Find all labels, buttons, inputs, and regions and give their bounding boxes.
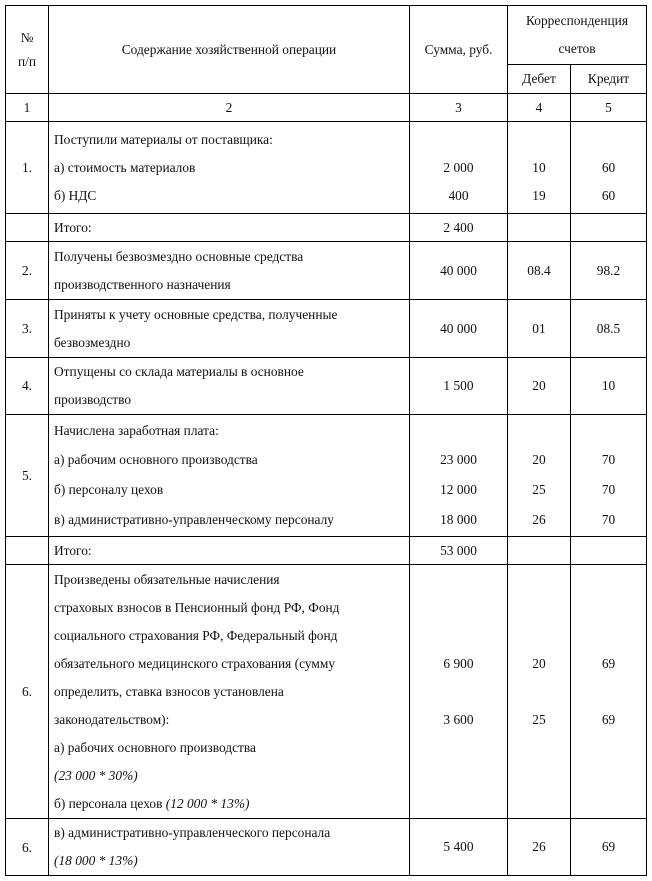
header-content: Содержание хозяйственной операции xyxy=(49,6,410,94)
operation-description xyxy=(49,565,410,819)
operation-subitem: а) рабочим основного производства xyxy=(54,451,258,467)
debit-value: 19 xyxy=(532,187,546,203)
empty-cell xyxy=(508,537,571,565)
total-amount: 53 000 xyxy=(410,537,508,565)
table-row xyxy=(6,415,647,537)
debit-cell: 20 xyxy=(508,358,571,415)
debit-cell: 26 xyxy=(508,819,571,876)
operation-subitem: в) административно-управленческого персонала xyxy=(54,825,331,840)
debit-value: 25 xyxy=(532,711,546,727)
credit-value: 70 xyxy=(601,511,616,527)
operation-description xyxy=(49,122,410,214)
header-number-line1: № xyxy=(20,29,34,45)
empty-cell xyxy=(571,537,647,565)
debit-value: 20 xyxy=(532,451,546,467)
formula-text: (18 000 * 13%) xyxy=(54,853,138,868)
header-number-line2: п/п xyxy=(17,53,37,69)
amount-cell xyxy=(410,122,508,214)
credit-cell xyxy=(571,415,647,537)
operation-text-line: социального страхования РФ, Федеральный фонд xyxy=(54,627,338,643)
table-row xyxy=(6,300,647,358)
index-cell: 1 xyxy=(6,94,49,122)
header-debit: Дебет xyxy=(508,65,571,94)
operation-description xyxy=(49,819,410,876)
debit-cell xyxy=(508,565,571,819)
debit-value: 26 xyxy=(532,511,546,527)
amount-value: 400 xyxy=(448,187,469,203)
operation-title: Начислена заработная плата: xyxy=(54,422,219,438)
amount-cell: 1 500 xyxy=(410,358,508,415)
credit-cell xyxy=(571,122,647,214)
operation-subitem-text: б) персонала цехов xyxy=(54,795,166,811)
total-label: Итого: xyxy=(49,537,410,565)
operation-subitem xyxy=(54,790,404,818)
operation-description xyxy=(49,358,410,415)
operation-subitem: а) рабочих основного производства xyxy=(54,739,256,755)
operation-text-line: Отпущены со склада материалы в основное xyxy=(54,364,304,379)
operation-title: Поступили материалы от поставщика: xyxy=(54,131,273,147)
index-cell: 3 xyxy=(410,94,508,122)
header-credit: Кредит xyxy=(571,65,647,94)
operation-description xyxy=(49,242,410,300)
header-row xyxy=(6,6,647,65)
operation-text-line: определить, ставка взносов установлена xyxy=(54,683,284,699)
amount-cell: 40 000 xyxy=(410,242,508,300)
amount-value: 3 600 xyxy=(443,711,474,727)
credit-value: 70 xyxy=(601,451,616,467)
operation-text-line: Приняты к учету основные средства, полученные xyxy=(54,306,338,322)
operation-text-line: безвозмездно xyxy=(54,334,131,350)
formula-text: (12 000 * 13%) xyxy=(165,795,250,811)
credit-cell xyxy=(571,565,647,819)
table-row xyxy=(6,819,647,876)
row-number: 1. xyxy=(6,122,49,214)
operation-text-line: Получены безвозмездно основные средства xyxy=(54,248,304,264)
index-row xyxy=(6,94,647,122)
operation-text-line: законодательством): xyxy=(54,711,170,727)
credit-cell: 69 xyxy=(571,819,647,876)
credit-value: 69 xyxy=(601,655,616,671)
table-row xyxy=(6,565,647,819)
debit-value: 20 xyxy=(532,655,546,671)
row-number: 4. xyxy=(6,358,49,415)
row-number: 6. xyxy=(6,565,49,819)
empty-cell xyxy=(571,214,647,242)
amount-cell xyxy=(410,565,508,819)
amount-value: 12 000 xyxy=(440,481,477,497)
operation-description xyxy=(49,300,410,358)
credit-value: 70 xyxy=(601,481,616,497)
credit-cell: 10 xyxy=(571,358,647,415)
row-number: 5. xyxy=(6,415,49,537)
operation-text-line: страховых взносов в Пенсионный фонд РФ, Фонд xyxy=(54,599,340,615)
debit-cell: 08.4 xyxy=(508,242,571,300)
total-label: Итого: xyxy=(49,214,410,242)
formula-text: (23 000 * 30%) xyxy=(54,767,138,783)
operation-description xyxy=(49,415,410,537)
total-row xyxy=(6,214,647,242)
debit-cell: 01 xyxy=(508,300,571,358)
debit-value: 25 xyxy=(532,481,546,497)
empty-cell xyxy=(6,214,49,242)
empty-cell xyxy=(508,214,571,242)
header-correspondence xyxy=(508,6,647,65)
credit-cell: 98.2 xyxy=(571,242,647,300)
debit-value: 10 xyxy=(532,159,546,175)
operation-subitem: а) стоимость материалов xyxy=(54,159,196,175)
table-row xyxy=(6,122,647,214)
amount-value: 2 000 xyxy=(443,159,474,175)
operation-text-line: производство xyxy=(54,392,132,407)
table-row xyxy=(6,358,647,415)
debit-cell xyxy=(508,415,571,537)
credit-value: 60 xyxy=(601,159,616,175)
table-row xyxy=(6,242,647,300)
header-correspondence-line1: Корреспонденция xyxy=(526,13,629,28)
amount-cell: 40 000 xyxy=(410,300,508,358)
row-number: 6. xyxy=(6,819,49,876)
credit-cell: 08.5 xyxy=(571,300,647,358)
total-row xyxy=(6,537,647,565)
amount-value: 23 000 xyxy=(440,451,477,467)
amount-cell xyxy=(410,415,508,537)
debit-cell xyxy=(508,122,571,214)
operation-subitem: в) административно-управленческому персоналу xyxy=(54,511,334,527)
operation-subitem: б) персоналу цехов xyxy=(54,481,164,497)
operation-subitem: б) НДС xyxy=(54,187,97,203)
index-cell: 5 xyxy=(571,94,647,122)
row-number: 3. xyxy=(6,300,49,358)
operation-text-line: Произведены обязательные начисления xyxy=(54,571,280,587)
operations-table xyxy=(5,5,647,876)
index-cell: 2 xyxy=(49,94,410,122)
row-number: 2. xyxy=(6,242,49,300)
operation-text-line: обязательного медицинского страхования (сумму xyxy=(54,655,336,671)
header-sum: Сумма, руб. xyxy=(410,6,508,94)
index-cell: 4 xyxy=(508,94,571,122)
credit-value: 69 xyxy=(601,711,616,727)
amount-value: 6 900 xyxy=(443,655,474,671)
credit-value: 60 xyxy=(601,187,616,203)
total-amount: 2 400 xyxy=(410,214,508,242)
amount-value: 18 000 xyxy=(440,511,477,527)
header-number-cell xyxy=(6,6,49,94)
operation-text-line: производственного назначения xyxy=(54,276,231,292)
empty-cell xyxy=(6,537,49,565)
amount-cell: 5 400 xyxy=(410,819,508,876)
header-correspondence-line2: счетов xyxy=(558,41,596,56)
